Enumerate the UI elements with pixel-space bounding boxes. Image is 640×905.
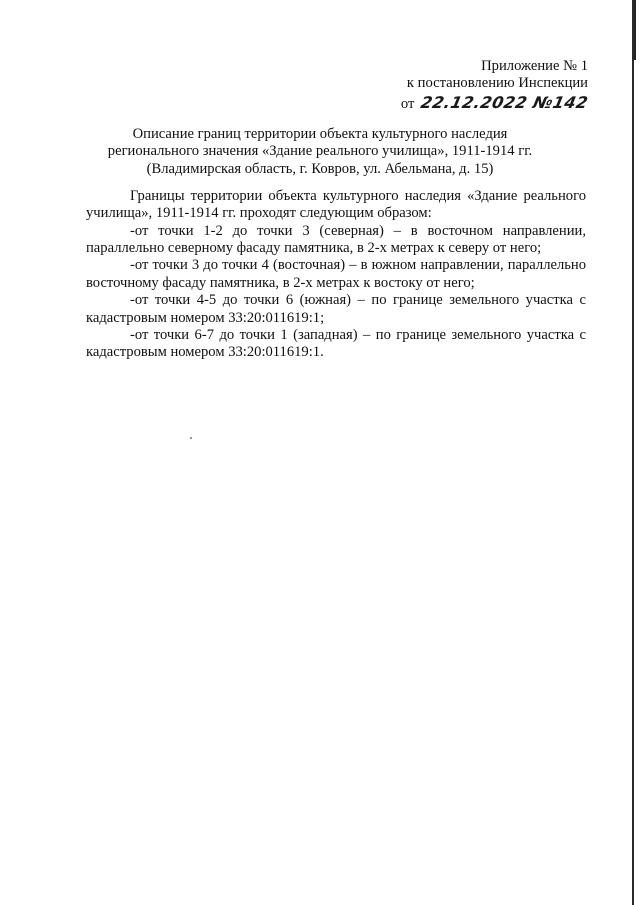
annex-reference: к постановлению Инспекции bbox=[406, 75, 588, 92]
annex-number: Приложение № 1 bbox=[481, 58, 588, 74]
document-title bbox=[0, 126, 640, 178]
annex-header bbox=[328, 58, 591, 113]
handwritten-date-number: 22.12.2022 №142 bbox=[419, 92, 591, 112]
annex-date-line bbox=[328, 92, 591, 113]
page-edge-mark bbox=[634, 0, 636, 60]
title-line-2: регионального значения «Здание реального училища», 1911-1914 гг. bbox=[107, 143, 533, 160]
body-paragraph-intro: Границы территории объекта культурного наследия «Здание реального училища», 1911-1914 гг. проходят следующим образом: bbox=[86, 188, 586, 222]
scan-speck bbox=[190, 437, 192, 439]
title-line-3: (Владимирская область, г. Ковров, ул. Абельмана, д. 15) bbox=[146, 160, 494, 177]
body-paragraph-south: -от точки 4-5 до точки 6 (южная) – по границе земельного участка с кадастровым номером 33:20:011619:1; bbox=[86, 292, 586, 326]
body-paragraph-north: -от точки 1-2 до точки 3 (северная) – в восточном направлении, параллельно северному фасаду памятника, в 2-х метрах к северу от него; bbox=[86, 222, 586, 257]
annex-date-prefix: от bbox=[400, 95, 415, 112]
document-body bbox=[86, 188, 586, 362]
body-paragraph-west: -от точки 6-7 до точки 1 (западная) – по границе земельного участка с кадастровым номером 33:20:011619:1. bbox=[86, 326, 586, 361]
body-paragraph-east: -от точки 3 до точки 4 (восточная) – в южном направлении, параллельно восточному фасаду памятника, в 2-х метрах к востоку от него; bbox=[86, 257, 586, 291]
title-line-1: Описание границ территории объекта культурного наследия bbox=[132, 126, 508, 142]
